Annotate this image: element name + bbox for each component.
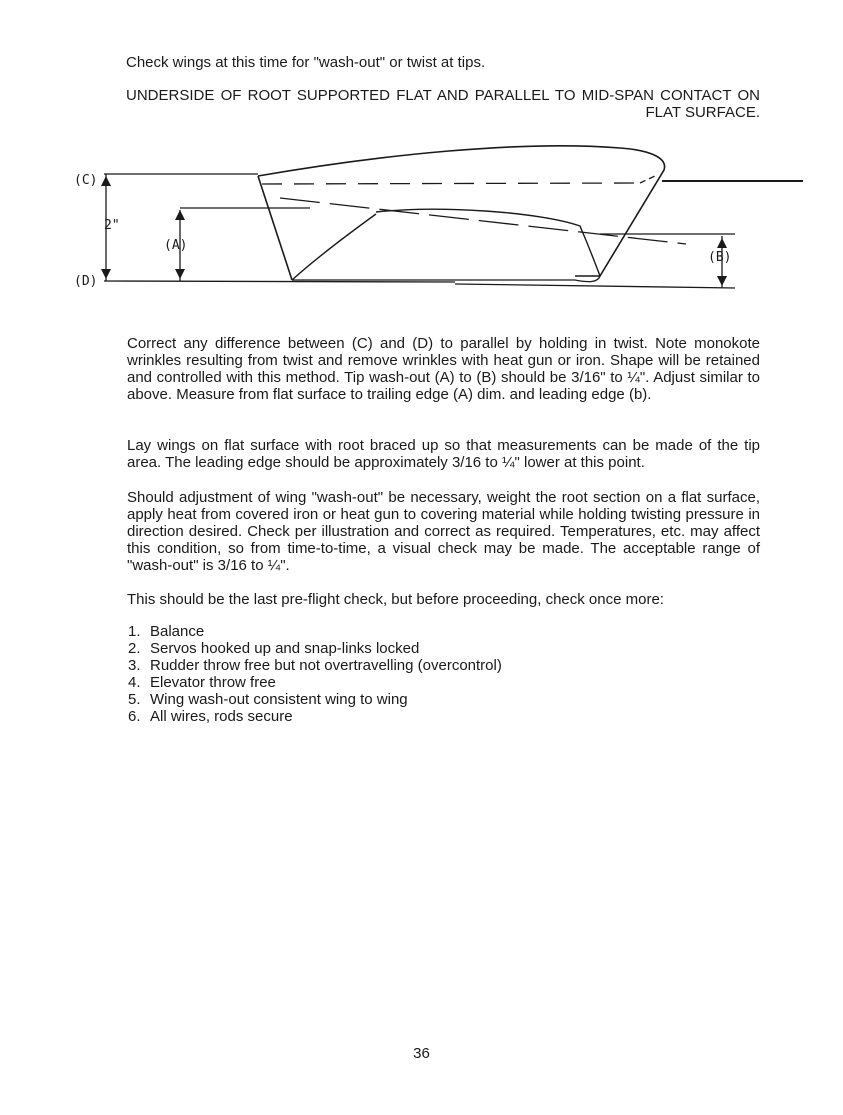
wing-washout-diagram [0,130,843,300]
wing-root-rib [292,214,376,280]
diagram-heading: UNDERSIDE OF ROOT SUPPORTED FLAT AND PARALLEL TO MID-SPAN CONTACT ON FLAT SURFACE. [126,87,760,121]
arrow-down-icon [101,269,111,279]
intro-line: Check wings at this time for "wash-out" or twist at tips. [126,54,486,71]
list-item [128,623,502,640]
paragraph-correct-difference: Correct any difference between (C) and (D) to parallel by holding in twist. Note monokote wrinkles resulting from twist and remove wrinkles with heat gun or iron. Shape will be retained and controlled with this method. Tip wash-out (A) to (B) should be 3/16" to ¼". Adjust similar to above. Measure from flat surface to trailing edge (A) dim. and leading edge (b). [127,335,760,403]
arrow-down-icon [175,269,185,279]
label-d: (D) [74,274,98,289]
label-b: (B) [708,250,732,265]
label-a: (A) [164,238,188,253]
list-item-number: 3. [128,657,141,674]
wing-trailing-edge [292,276,600,282]
list-item-text: All wires, rods secure [150,708,293,725]
arrow-up-icon [717,238,727,248]
list-item [128,691,502,708]
list-item-text: Rudder throw free but not overtravelling (overcontrol) [150,657,502,674]
washout-chord-line [280,198,686,244]
arrow-up-icon [175,210,185,220]
baseline-d [104,281,455,282]
arrow-down-icon [717,276,727,286]
list-item-number: 2. [128,640,141,657]
label-c: (C) [74,173,98,188]
list-item-text: Wing wash-out consistent wing to wing [150,691,408,708]
wing-root-edge [258,176,292,280]
list-item-text: Servos hooked up and snap-links locked [150,640,420,657]
wing-tip-rib [376,209,600,276]
list-item-number: 5. [128,691,141,708]
list-item [128,657,502,674]
list-item-number: 4. [128,674,141,691]
list-item-text: Elevator throw free [150,674,276,691]
paragraph-last-check: This should be the last pre-flight check, but before proceeding, check once more: [127,591,664,608]
list-item [128,708,502,725]
list-item-number: 1. [128,623,141,640]
chord-line-root [262,183,640,184]
baseline-tip [455,284,735,288]
paragraph-adjustment: Should adjustment of wing "wash-out" be necessary, weight the root section on a flat surface, apply heat from covered iron or heat gun to covering material while holding twisting pressure in direction desired. Check per illustration and correct as required. Temperatures, etc. may affect this condition, so from time-to-time, a visual check may be made. The acceptable range of "wash-out" is 3/16 to ¼". [127,489,760,574]
list-item [128,674,502,691]
list-item-text: Balance [150,623,205,640]
page-number: 36 [413,1045,430,1062]
label-2in: 2" [104,218,120,233]
list-item [128,640,502,657]
list-item-number: 6. [128,708,141,725]
arrow-up-icon [101,176,111,186]
preflight-checklist [128,623,502,725]
paragraph-lay-wings: Lay wings on flat surface with root braced up so that measurements can be made of the tip area. The leading edge should be approximately 3/16 to ¼" lower at this point. [127,437,760,471]
chord-line-tip [640,176,655,183]
